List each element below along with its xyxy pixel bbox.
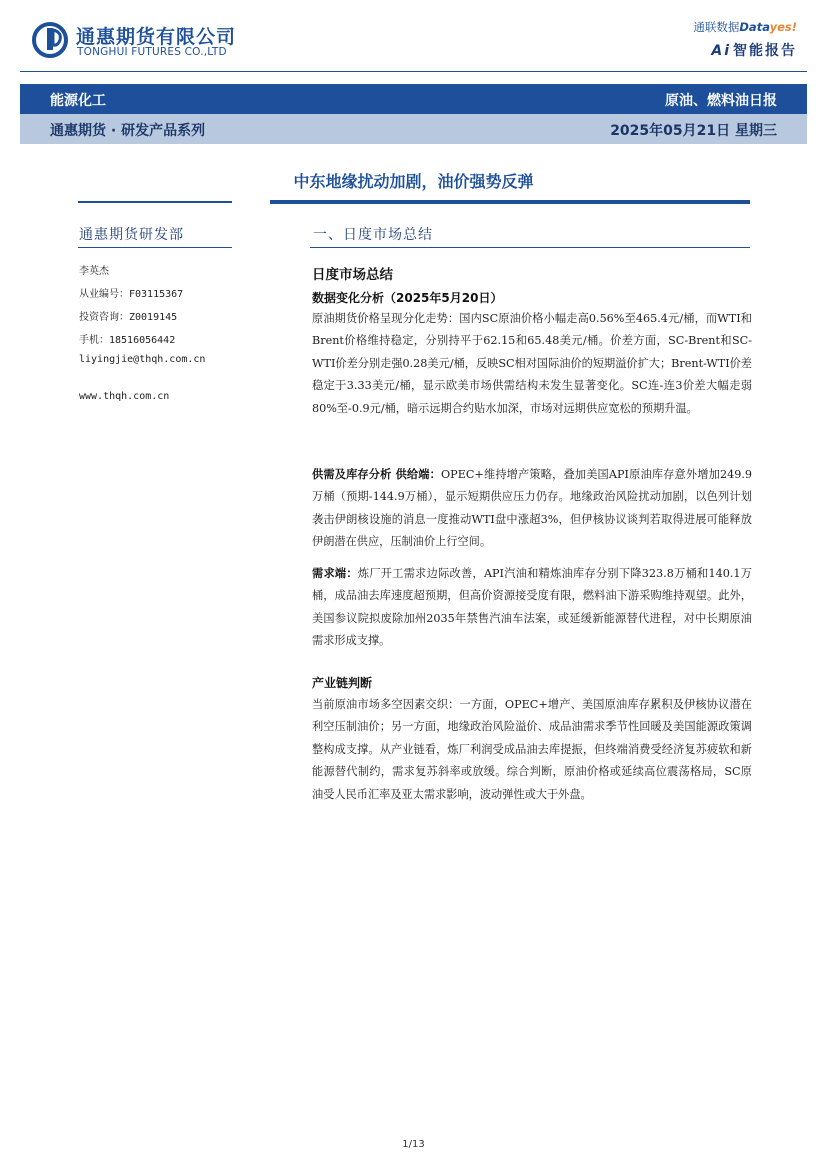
sector-label: 能源化工 xyxy=(50,93,106,109)
supply-paragraph xyxy=(312,464,752,554)
supply-label: 供需及库存分析 供给端： xyxy=(312,468,441,481)
company-logo-icon xyxy=(32,22,68,58)
report-date: 2025年05月21日 星期三 xyxy=(610,123,777,139)
section-heading: 一、日度市场总结 xyxy=(313,227,433,243)
data-analysis-paragraph: 原油期货价格呈现分化走势：国内SC原油价格小幅走高0.56%至465.4元/桶，而WTI和Brent价格维持稳定，分别持平于62.15和65.48美元/桶。价差方面，SC-Brent和SC-WTI价差分别走强0.28美元/桶，反映SC相对国际油价的短期溢价扩大；Brent-WTI价差稳定于3.33美元/桶，显示欧美市场供需结构未发生显著变化。SC连-连3价差大幅走弱80%至-0.9元/桶，暗示远期合约贴水加深，市场对远期供应宽松的预期升温。 xyxy=(312,312,752,415)
sidebar-top-rule xyxy=(78,201,232,203)
partner-brand: Data xyxy=(739,20,770,34)
ai-report-label xyxy=(711,40,797,60)
license-number: 从业编号：F03115367 xyxy=(79,289,184,300)
company-name-cn: 通惠期货有限公司 xyxy=(76,26,237,48)
demand-paragraph xyxy=(312,563,752,653)
page-number: 1/13 xyxy=(402,1139,425,1150)
department-name: 通惠期货研发部 xyxy=(79,227,184,243)
company-name-en: TONGHUI FUTURES CO.,LTD xyxy=(77,46,227,58)
chain-heading: 产业链判断 xyxy=(312,676,373,690)
header-divider xyxy=(20,71,807,72)
main-top-rule xyxy=(270,200,750,204)
sidebar-divider xyxy=(78,247,232,248)
demand-text: 炼厂开工需求边际改善，API汽油和精炼油库存分别下降323.8万桶和140.1万桶，成品油去库速度超预期，但高价资源接受度有限，燃料油下游采购维持观望。此外，美国参议院拟废除加州2035年禁售汽油车法案，或延缓新能源替代进程，对中长期原油需求形成支撑。 xyxy=(312,567,752,648)
advisory-number: 投资咨询：Z0019145 xyxy=(79,312,178,323)
analyst-name: 李英杰 xyxy=(79,266,109,277)
series-band xyxy=(20,114,807,144)
email-link[interactable]: liyingjie@thqh.com.cn xyxy=(79,354,206,365)
sector-band xyxy=(20,84,807,114)
report-title: 中东地缘扰动加剧，油价强势反弹 xyxy=(293,172,534,191)
phone-number: 手机：18516056442 xyxy=(79,335,176,346)
partner-prefix: 通联数据 xyxy=(693,20,740,34)
demand-label: 需求端： xyxy=(312,567,358,580)
report-type: 原油、燃料油日报 xyxy=(665,93,777,109)
ai-label: 智能报告 xyxy=(733,43,797,59)
partner-yes: yes! xyxy=(769,20,797,34)
supply-text: OPEC+维持增产策略，叠加美国API原油库存意外增加249.9万桶（预期-144.9万桶），显示短期供应压力仍存。地缘政治风险扰动加剧，以色列计划袭击伊朗核设施的消息一度推动WTI盘中涨超3%，但伊核协议谈判若取得进展可能释放伊朗潜在供应，压制油价上行空间。 xyxy=(312,468,752,549)
data-analysis-heading: 数据变化分析（2025年5月20日） xyxy=(312,291,503,305)
partner-logo xyxy=(693,19,797,35)
ai-mark-icon: Ai xyxy=(711,43,731,59)
series-label: 通惠期货 · 研发产品系列 xyxy=(50,123,206,139)
website-link[interactable]: www.thqh.com.cn xyxy=(79,391,170,402)
chain-paragraph: 当前原油市场多空因素交织：一方面，OPEC+增产、美国原油库存累积及伊核协议潜在利空压制油价；另一方面，地缘政治风险溢价、成品油需求季节性回暖及美国能源政策调整构成支撑。从产业链看，炼厂利润受成品油去库提振，但终端消费受经济复苏疲软和新能源替代制约，需求复苏斜率或放缓。综合判断，原油价格或延续高位震荡格局，SC原油受人民币汇率及亚太需求影响，波动弹性或大于外盘。 xyxy=(312,698,752,801)
sub-heading: 日度市场总结 xyxy=(312,267,393,283)
section-divider xyxy=(310,247,750,248)
